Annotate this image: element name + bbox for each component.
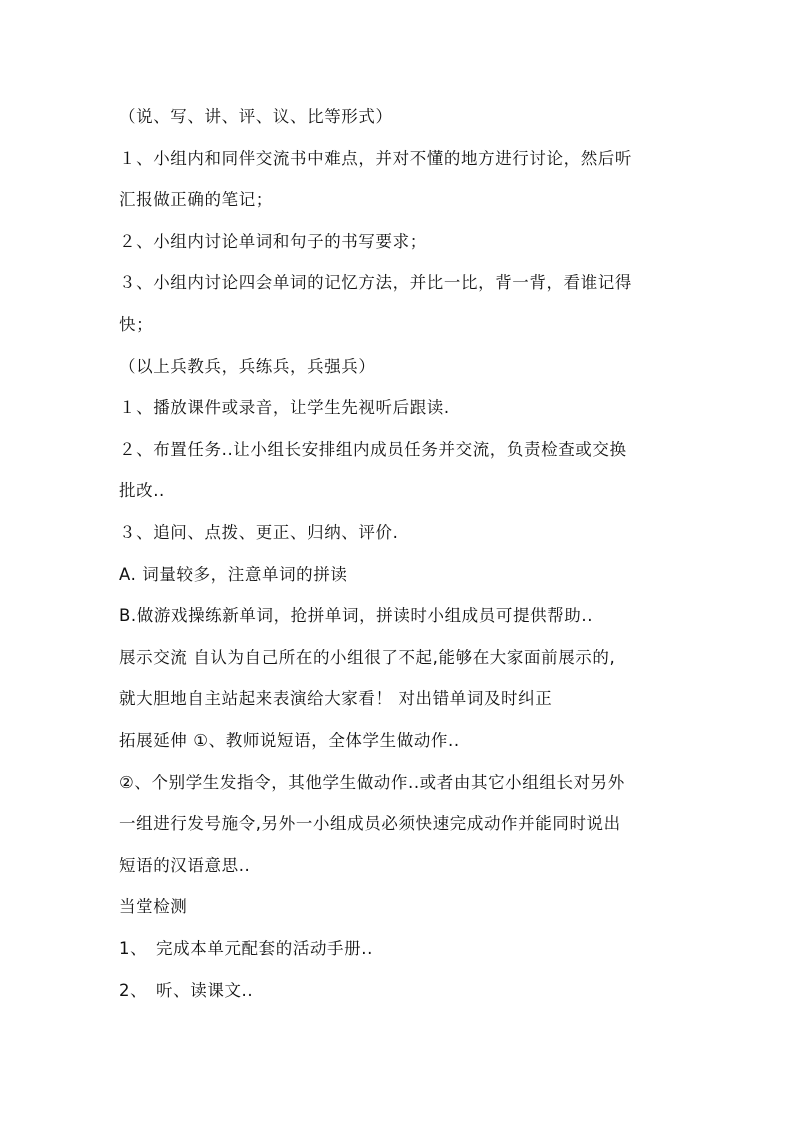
text-line-13: B.做游戏操练新单词，抢拼单词，拼读时小组成员可提供帮助.. (119, 606, 594, 625)
text-line-15: 就大胆地自主站起来表演给大家看！ 对出错单词及时纠正 (119, 689, 553, 708)
text-line-6: 快； (119, 315, 154, 334)
text-line-22: 2、 听、读课文.. (119, 981, 254, 1000)
text-line-2: １、小组内和同伴交流书中难点，并对不懂的地方进行讨论，然后听 (119, 149, 632, 168)
text-line-21: 1、 完成本单元配套的活动手册.. (119, 939, 373, 958)
text-line-4: ２、小组内讨论单词和句子的书写要求； (119, 232, 427, 251)
text-line-5: ３、小组内讨论四会单词的记忆方法，并比一比，背一背，看谁记得 (119, 273, 632, 292)
text-line-17: ②、个别学生发指令，其他学生做动作..或者由其它小组组长对另外 (119, 773, 625, 792)
text-line-18: 一组进行发号施令,另外一小组成员必须快速完成动作并能同时说出 (119, 814, 621, 833)
text-line-1: （说、写、讲、评、议、比等形式） (119, 107, 393, 126)
text-line-9: ２、布置任务..让小组长安排组内成员任务并交流，负责检查或交换 (119, 440, 627, 459)
text-line-20: 当堂检测 (119, 897, 188, 916)
text-line-11: ３、追问、点拨、更正、归纳、评价. (119, 523, 399, 542)
text-line-7: （以上兵教兵，兵练兵，兵强兵） (119, 357, 376, 376)
text-line-12: A. 词量较多，注意单词的拼读 (119, 565, 348, 584)
text-line-10: 批改.. (119, 481, 165, 500)
text-line-16: 拓展延伸 ①、教师说短语，全体学生做动作.. (119, 731, 460, 750)
text-line-19: 短语的汉语意思.. (119, 856, 251, 875)
text-line-14: 展示交流 自认为自己所在的小组很了不起,能够在大家面前展示的, (119, 648, 616, 667)
text-line-8: １、播放课件或录音，让学生先视听后跟读. (119, 398, 450, 417)
text-line-3: 汇报做正确的笔记； (119, 190, 273, 209)
